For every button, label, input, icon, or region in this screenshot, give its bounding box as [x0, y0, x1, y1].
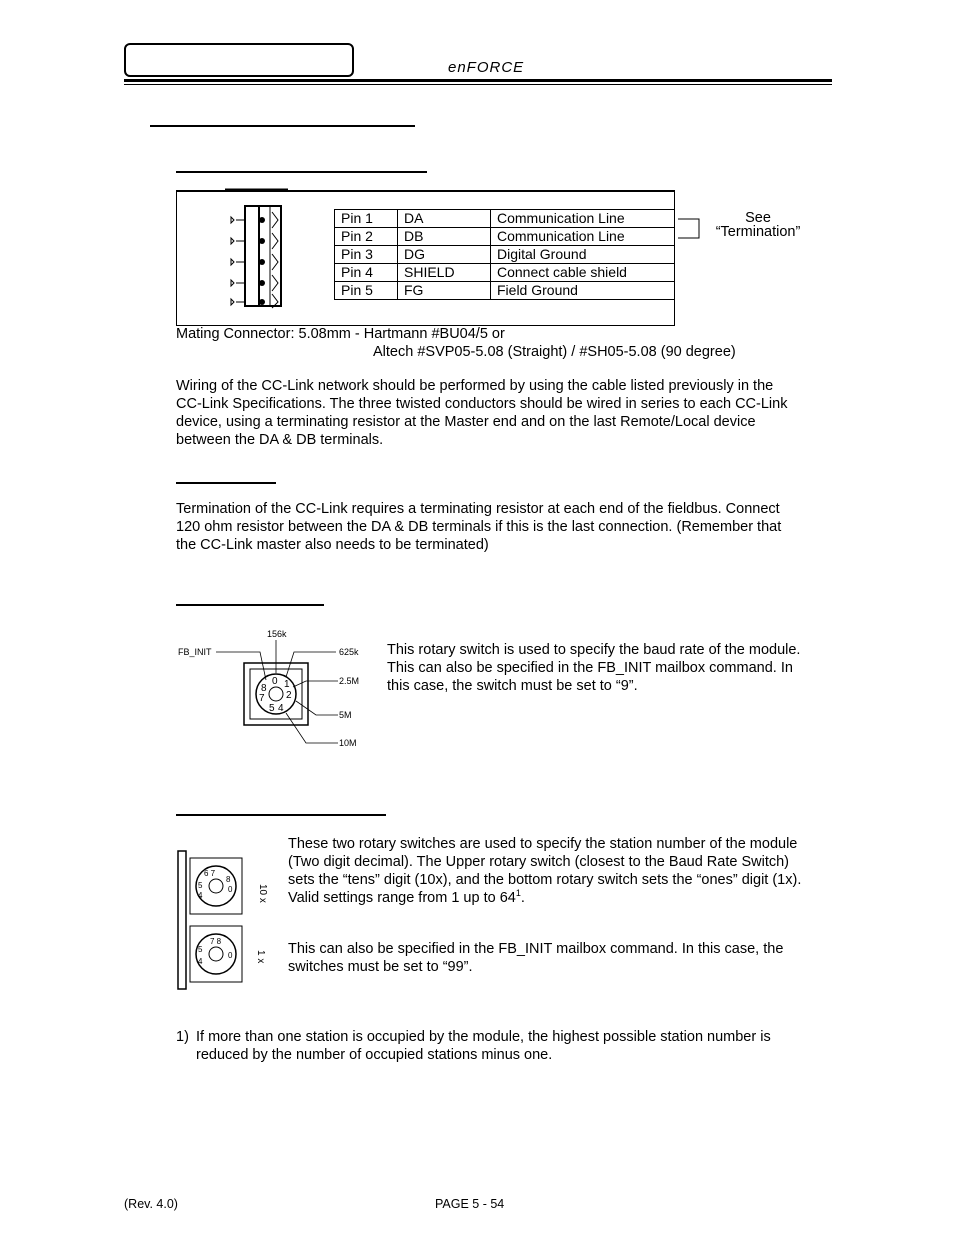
- signal-cell: SHIELD: [398, 264, 491, 282]
- header-rule-thick: [124, 79, 832, 82]
- ones-switch-label: 1 x: [255, 950, 266, 964]
- description-cell: Digital Ground: [491, 246, 675, 264]
- tens-switch-label: 10 x: [257, 884, 268, 903]
- table-row: [335, 228, 675, 246]
- baud-rate-description: [387, 641, 837, 695]
- paragraph-line: 120 ohm resistor between the DA & DB terminals if this is the last connection. (Remember that: [176, 519, 782, 535]
- svg-text:4: 4: [198, 891, 203, 900]
- table-row: [335, 246, 675, 264]
- svg-text:1: 1: [284, 679, 290, 690]
- svg-text:8: 8: [261, 683, 267, 694]
- svg-text:2: 2: [286, 690, 292, 701]
- station-number-description: [288, 835, 838, 907]
- description-cell: Connect cable shield: [491, 264, 675, 282]
- paragraph-line: [288, 889, 838, 907]
- baud-156k-label: 156k: [267, 629, 287, 639]
- footnote-number: 1): [176, 1029, 189, 1045]
- svg-text:4: 4: [198, 957, 203, 966]
- wiring-paragraph: [176, 377, 836, 449]
- fb-init-label: FB_INIT: [178, 647, 212, 657]
- svg-text:0: 0: [228, 951, 233, 960]
- svg-text:0: 0: [228, 885, 233, 894]
- pin-cell: Pin 3: [335, 246, 398, 264]
- signal-cell: DA: [398, 210, 491, 228]
- table-row: [335, 264, 675, 282]
- station-fb-init-note: [288, 940, 838, 976]
- paragraph-line: switches must be set to “99”.: [288, 959, 473, 975]
- period: .: [520, 890, 525, 906]
- see-termination-note: [704, 211, 812, 239]
- signal-cell: DB: [398, 228, 491, 246]
- svg-text:5: 5: [269, 703, 275, 714]
- paragraph-line: Termination of the CC-Link requires a terminating resistor at each end of the fieldbus. Connect: [176, 501, 780, 517]
- header-rule-thin: [124, 84, 832, 85]
- baud-625k-label: 625k: [339, 647, 359, 657]
- baud-rate-heading-rule: [176, 604, 324, 606]
- svg-text:5: 5: [198, 945, 203, 954]
- signal-cell: DG: [398, 246, 491, 264]
- paragraph-line: This rotary switch is used to specify the baud rate of the module.: [387, 642, 801, 658]
- paragraph-line: This can also be specified in the FB_INIT mailbox command. In this case, the: [288, 941, 784, 957]
- svg-text:6 7: 6 7: [204, 869, 216, 878]
- svg-text:7: 7: [259, 693, 265, 704]
- station-switches-diagram: [176, 848, 266, 992]
- footnote-ref: 1: [515, 888, 521, 899]
- paragraph-line: reduced by the number of occupied stations minus one.: [196, 1047, 553, 1063]
- termination-paragraph: [176, 500, 836, 554]
- table-row: [335, 210, 675, 228]
- connector-heading-rule: [176, 171, 427, 173]
- svg-text:8: 8: [226, 875, 231, 884]
- valid-range-text: Valid settings range from 1 up to 64: [288, 890, 516, 906]
- baud-2-5m-label: 2.5M: [339, 676, 360, 686]
- header-title-box: [124, 43, 354, 77]
- paragraph-line: These two rotary switches are used to specify the station number of the module: [288, 836, 798, 852]
- see-label: See: [745, 210, 771, 226]
- paragraph-line: device, using a terminating resistor at the Master end and on the last Remote/Local device: [176, 414, 756, 430]
- station-number-heading-rule: [176, 814, 386, 816]
- pin-cell: Pin 1: [335, 210, 398, 228]
- paragraph-line: This can also be specified in the FB_INIT mailbox command. In: [387, 660, 793, 676]
- table-row: [335, 282, 675, 300]
- signal-cell: FG: [398, 282, 491, 300]
- enforce-logo: enFORCE: [448, 59, 525, 76]
- svg-text:7 8: 7 8: [210, 937, 222, 946]
- termination-reference: “Termination”: [715, 224, 801, 240]
- termination-heading-rule: [176, 482, 276, 484]
- baud-rate-switch-diagram: [176, 625, 376, 755]
- pin-bracket: [678, 218, 702, 240]
- svg-text:4: 4: [278, 703, 284, 714]
- revision-label: (Rev. 4.0): [124, 1197, 178, 1211]
- pin-cell: Pin 2: [335, 228, 398, 246]
- section-heading-rule: [150, 125, 415, 127]
- paragraph-line: the CC-Link master also needs to be terminated): [176, 537, 489, 553]
- paragraph-line: (Two digit decimal). The Upper rotary switch (closest to the Baud Rate Switch): [288, 854, 789, 870]
- paragraph-line: sets the “tens” digit (10x), and the bottom rotary switch sets the “ones” digit (1x).: [288, 872, 802, 888]
- mating-connector-line2: Altech #SVP05-5.08 (Straight) / #SH05-5.08 (90 degree): [373, 344, 736, 360]
- connector-drawing: [222, 190, 292, 322]
- paragraph-line: this case, the switch must be set to “9”.: [387, 678, 638, 694]
- mating-connector-line1: Mating Connector: 5.08mm - Hartmann #BU04/5 or: [176, 326, 505, 342]
- baud-5m-label: 5M: [339, 710, 352, 720]
- paragraph-line: Wiring of the CC-Link network should be performed by using the cable listed previously in the: [176, 378, 774, 394]
- paragraph-line: between the DA & DB terminals.: [176, 432, 384, 448]
- page-number: PAGE 5 - 54: [435, 1197, 505, 1211]
- footnote-text: [196, 1028, 836, 1064]
- description-cell: Field Ground: [491, 282, 675, 300]
- baud-10m-label: 10M: [339, 738, 357, 748]
- pin-table: [334, 209, 675, 300]
- paragraph-line: CC-Link Specifications. The three twisted conductors should be wired in series to each CC-Link: [176, 396, 788, 412]
- svg-text:0: 0: [272, 676, 278, 687]
- paragraph-line: If more than one station is occupied by the module, the highest possible station number is: [196, 1029, 771, 1045]
- pin-cell: Pin 5: [335, 282, 398, 300]
- pin-cell: Pin 4: [335, 264, 398, 282]
- description-cell: Communication Line: [491, 228, 675, 246]
- description-cell: Communication Line: [491, 210, 675, 228]
- svg-text:5: 5: [198, 881, 203, 890]
